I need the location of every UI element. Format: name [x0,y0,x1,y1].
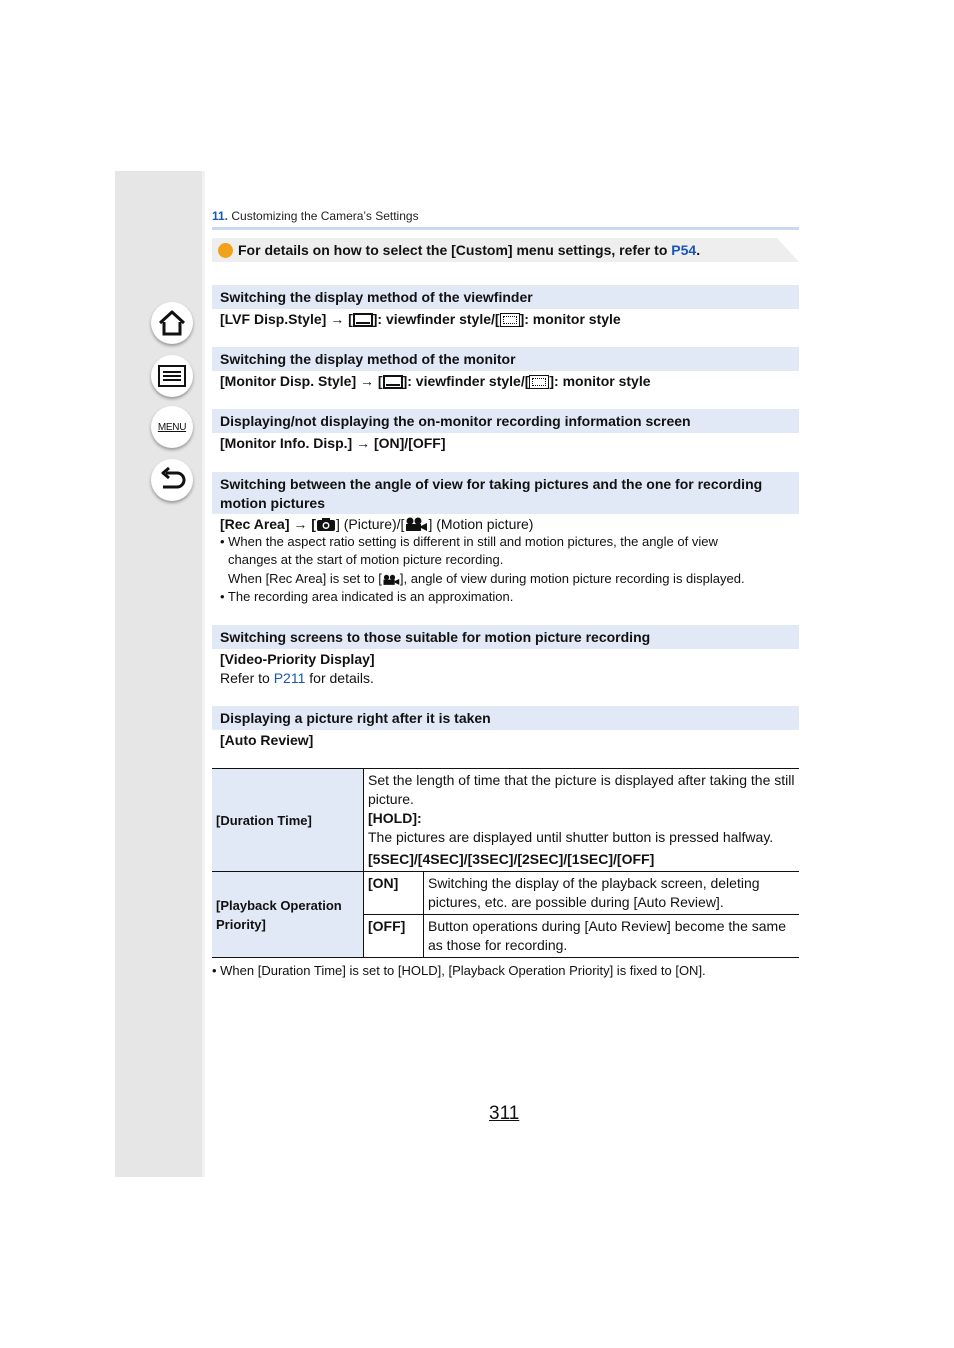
video-priority-menu: [Video-Priority Display] [220,651,375,667]
monitor-style-icon [529,375,549,389]
playback-on-desc: Switching the display of the playback screen, deleting pictures, etc. are possible during [Auto Review]. [424,872,800,915]
section-heading-video-priority: Switching screens to those suitable for motion picture recording [212,625,799,649]
rec-area-note-2: • The recording area indicated is an approximation. [220,589,514,604]
camera-icon [316,517,336,532]
playback-priority-label: [Playback Operation Priority] [212,872,364,958]
link-p54[interactable]: P54 [671,242,697,258]
page-number: 311 [489,1103,520,1124]
auto-review-table [212,768,799,958]
rec-area-note-1c: When [Rec Area] is set to [ ], angle of view during motion picture recording is displayed. [228,571,745,586]
contents-button[interactable] [151,355,193,397]
home-icon [157,309,187,337]
video-camera-icon [382,574,400,586]
chapter-title: Customizing the Camera’s Settings [231,209,419,223]
duration-time-desc: Set the length of time that the picture is displayed after taking the still picture. [HOLD]: The pictures are displayed until shutter button is pressed halfway. [5SEC]/[4SEC]/[3SEC]/[2SEC]/[1SEC]/[OFF] [364,769,800,872]
tip-banner: For details on how to select the [Custom] menu settings, refer to P54. [212,238,799,262]
rec-area-line: [Rec Area] → [ ] (Picture)/[ ] (Motion picture) [220,516,534,532]
section-heading-rec-area: Switching between the angle of view for taking pictures and the one for recording motion pictures [212,472,799,514]
breadcrumb [212,209,419,223]
playback-off-desc: Button operations during [Auto Review] become the same as those for recording. [424,915,800,958]
tip-text: For details on how to select the [Custom] menu settings, refer to [238,242,672,258]
tip-icon [218,243,233,258]
home-button[interactable] [151,302,193,344]
header-rule [212,227,799,230]
menu-label: MENU [157,421,187,433]
monitor-style-icon [500,313,520,327]
lvf-disp-style-line: [LVF Disp.Style] → [ ]: viewfinder style/[ ]: monitor style [220,311,621,327]
section-heading-auto-review: Displaying a picture right after it is taken [212,706,799,730]
list-icon [157,364,187,388]
table-row [212,769,799,872]
monitor-disp-style-line: [Monitor Disp. Style] → [ ]: viewfinder style/[ ]: monitor style [220,373,651,389]
rec-area-note-1b: changes at the start of motion picture recording. [228,552,504,567]
menu-button[interactable] [151,406,193,448]
link-p211[interactable]: P211 [273,670,306,686]
playback-off-label: [OFF] [364,915,424,958]
rec-area-note-1: • When the aspect ratio setting is different in still and motion pictures, the angle of view [220,534,718,549]
return-icon [157,467,187,493]
section-heading-monitor: Switching the display method of the monitor [212,347,799,371]
viewfinder-style-icon [383,375,403,389]
video-priority-refer: Refer to P211 for details. [220,670,374,686]
video-camera-icon [404,517,428,532]
section-heading-monitor-info: Displaying/not displaying the on-monitor recording information screen [212,409,799,433]
back-button[interactable] [151,459,193,501]
playback-on-label: [ON] [364,872,424,915]
sidebar-divider [202,171,205,1177]
section-heading-viewfinder: Switching the display method of the viewfinder [212,285,799,309]
chapter-number: 11. [212,209,229,223]
footnote: • When [Duration Time] is set to [HOLD], [Playback Operation Priority] is fixed to [ON]. [212,963,706,978]
table-row [212,872,799,915]
auto-review-menu: [Auto Review] [220,732,314,748]
viewfinder-style-icon [353,313,373,327]
duration-time-label: [Duration Time] [212,769,364,872]
monitor-info-line: [Monitor Info. Disp.] → [ON]/[OFF] [220,435,446,451]
